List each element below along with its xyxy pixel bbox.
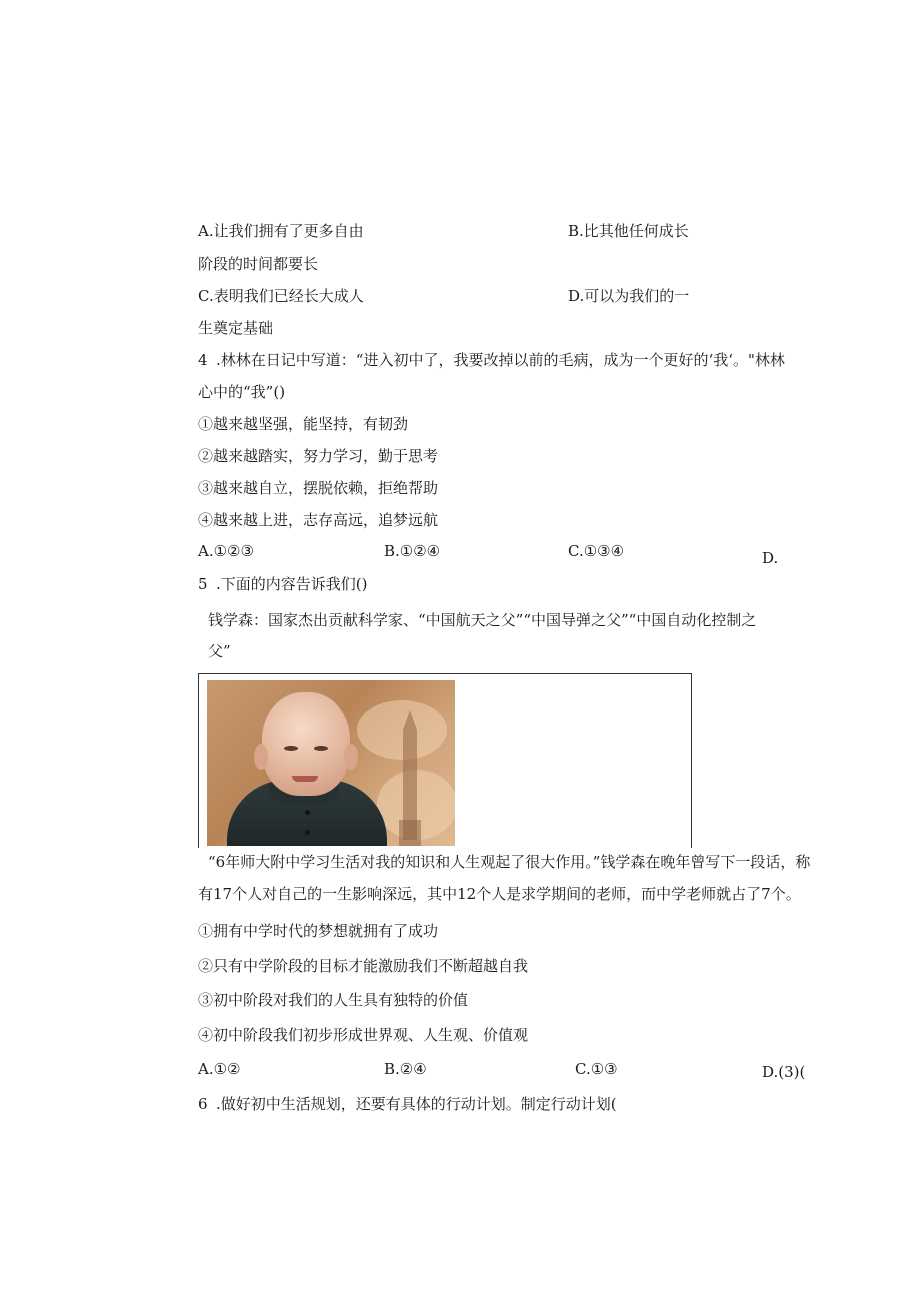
q4-option-c: C.①③④: [568, 542, 625, 560]
portrait-face: [262, 692, 350, 796]
q6-stem-text: .做好初中生活规划，还要有具体的行动计划。制定行动计划(: [216, 1095, 617, 1113]
rocket-icon: [395, 710, 425, 846]
q5-quote-line1: “6年师大附中学习生活对我的知识和人生观起了很大作用。”钱学森在晚年曾写下一段话，称: [208, 853, 811, 871]
q5-stem-text: .下面的内容告诉我们(): [216, 575, 368, 593]
q4-number: 4: [198, 351, 208, 369]
q3-option-b-continued: 阶段的时间都要长: [198, 255, 319, 273]
q5-option-b: B.②④: [384, 1060, 427, 1078]
q3-option-c: C.表明我们已经长大成人: [198, 287, 364, 305]
q6-number: 6: [198, 1095, 208, 1113]
q4-option-d: D.: [762, 549, 779, 567]
q4-option-a: A.①②③: [198, 542, 254, 560]
q5-stem: [198, 574, 367, 594]
q5-caption-line1: 钱学森：国家杰出贡献科学家、“中国航天之父”“中国导弹之父”“中国自动化控制之: [208, 611, 757, 629]
q4-stem-line2: 心中的“我”(): [198, 383, 286, 401]
q3-option-d: D.可以为我们的一: [568, 287, 690, 305]
q4-stem-text: .林林在日记中写道：“进入初中了，我要改掉以前的毛病，成为一个更好的‘我‘。"林林: [216, 351, 785, 369]
q3-option-b: B.比其他任何成长: [568, 222, 689, 240]
q3-option-d-continued: 生奠定基础: [198, 319, 274, 337]
q4-stem-line1: [198, 350, 785, 370]
q5-item-4: ④初中阶段我们初步形成世界观、人生观、价值观: [198, 1026, 529, 1044]
q5-item-3: ③初中阶段对我们的人生具有独特的价值: [198, 991, 469, 1009]
portrait-frame: [198, 673, 692, 848]
q5-option-c: C.①③: [575, 1060, 618, 1078]
q4-item-3: ③越来越自立，摆脱依赖，拒绝帮助: [198, 479, 439, 497]
q5-option-d: D.(3)(: [762, 1063, 806, 1081]
q5-option-a: A.①②: [198, 1060, 241, 1078]
q4-item-1: ①越来越坚强，能坚持，有韧劲: [198, 415, 409, 433]
q4-option-b: B.①②④: [384, 542, 441, 560]
portrait-photo: [207, 680, 455, 846]
q6-stem: [198, 1094, 617, 1114]
q5-quote-line2: 有17个人对自己的一生影响深远，其中12个人是求学期间的老师，而中学老师就占了7个。: [198, 885, 801, 903]
q4-item-4: ④越来越上进，志存高远，追梦远航: [198, 511, 439, 529]
q3-option-a: A.让我们拥有了更多自由: [198, 222, 364, 240]
q5-caption-line2: 父”: [208, 642, 231, 660]
q4-item-2: ②越来越踏实，努力学习，勤于思考: [198, 447, 439, 465]
q5-item-1: ①拥有中学时代的梦想就拥有了成功: [198, 922, 439, 940]
q5-item-2: ②只有中学阶段的目标才能激励我们不断超越自我: [198, 957, 529, 975]
q5-number: 5: [198, 575, 208, 593]
